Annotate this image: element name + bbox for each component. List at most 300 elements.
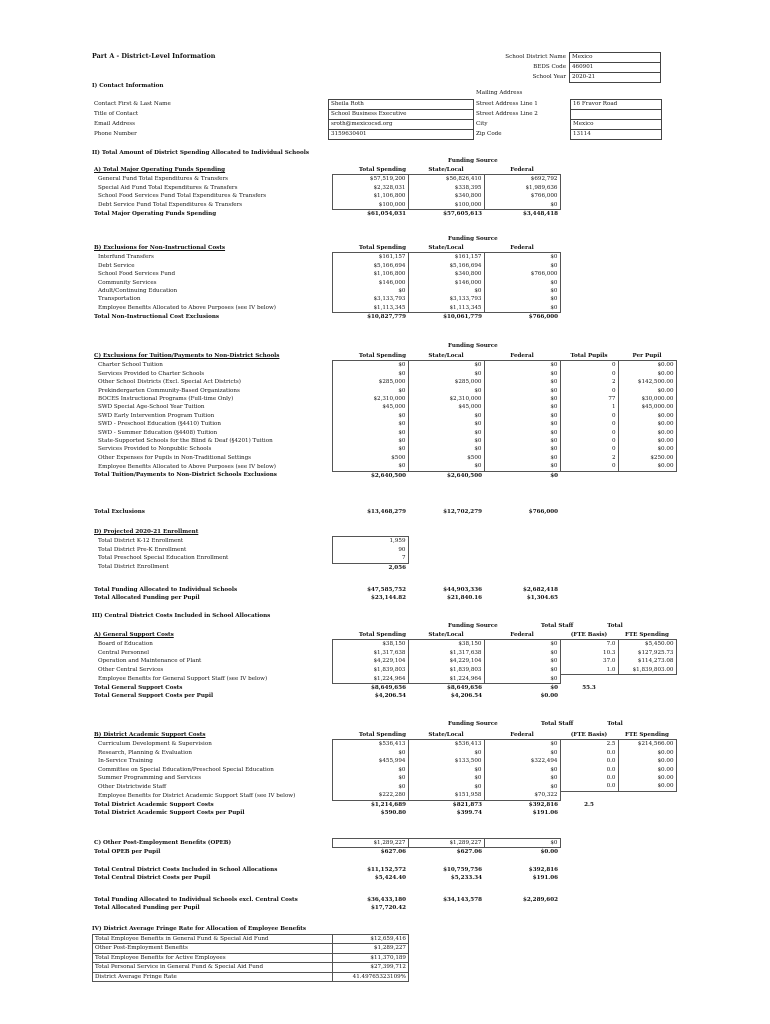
state-local-cell: $0 bbox=[408, 766, 484, 774]
federal-cell: $0 bbox=[484, 666, 560, 675]
col-fte-basis: (FTE Basis) bbox=[570, 632, 608, 638]
total-spending-cell: $2,310,000 bbox=[332, 395, 408, 403]
total-spending-cell: $38,150 bbox=[332, 640, 408, 649]
total-spending-cell: $4,229,104 bbox=[332, 657, 408, 665]
state-local-cell: $0 bbox=[408, 462, 484, 471]
contact-title-label: Title of Contact bbox=[94, 111, 139, 117]
federal-cell: $766,000 bbox=[484, 270, 560, 278]
state-local-cell bbox=[408, 904, 484, 912]
col-total-spending: Total Spending bbox=[358, 245, 406, 251]
federal-cell: $766,000 bbox=[528, 314, 558, 321]
pupils-cell: 0 bbox=[560, 387, 618, 395]
state-local-cell: $38,150 bbox=[408, 640, 484, 649]
per-pupil-row-label: Total OPEB per Pupil bbox=[94, 849, 161, 856]
state-local-cell: $0 bbox=[408, 782, 484, 791]
federal-cell: $70,322 bbox=[484, 791, 560, 800]
col-federal: Federal bbox=[510, 353, 534, 359]
col-state-local: State/Local bbox=[428, 732, 464, 738]
federal-cell: $0 bbox=[484, 361, 560, 370]
fte-spending-cell: $0.00 bbox=[618, 782, 676, 791]
pupils-cell: 0 bbox=[560, 361, 618, 370]
total-spending-cell: $0 bbox=[332, 287, 408, 295]
total-spending-cell: $1,224,964 bbox=[332, 675, 408, 684]
state-local-cell: $1,289,227 bbox=[408, 839, 484, 848]
row-label: Summer Programming and Services bbox=[98, 775, 201, 782]
federal-cell: $0 bbox=[484, 420, 560, 428]
pupils-cell: 0 bbox=[560, 412, 618, 420]
fte-spending-cell: $0.00 bbox=[618, 766, 676, 774]
per-pupil-row-label: Total General Support Costs per Pupil bbox=[94, 693, 214, 700]
total-spending-cell: $0 bbox=[332, 412, 408, 420]
staff-cell bbox=[560, 675, 618, 684]
federal-cell: $0 bbox=[484, 262, 560, 270]
federal-cell: $0 bbox=[484, 675, 560, 684]
federal-cell: $0 bbox=[484, 657, 560, 665]
section-b-title: B) Exclusions for Non-Instructional Costs bbox=[94, 245, 226, 252]
col-federal: Federal bbox=[510, 732, 534, 738]
federal-cell: $0 bbox=[484, 782, 560, 791]
state-local-cell: $3,133,793 bbox=[408, 295, 484, 303]
state-local-cell: $821,873 bbox=[452, 801, 482, 808]
table-tuition-exclusions bbox=[92, 352, 677, 480]
federal-cell: $392,816 bbox=[528, 801, 558, 808]
total-row-label: Total Non-Instructional Cost Exclusions bbox=[94, 314, 220, 320]
row-label: BOCES Instructional Programs (Full-time Only) bbox=[98, 396, 234, 403]
row-label: Total Preschool Special Education Enrollment bbox=[98, 555, 229, 562]
total-spending-cell: $10,827,779 bbox=[367, 314, 406, 321]
state-local-cell: $34,143,578 bbox=[443, 897, 482, 903]
staff-cell: 1.0 bbox=[560, 666, 618, 675]
pupils-cell: 0 bbox=[560, 429, 618, 437]
col-state-local: State/Local bbox=[428, 167, 464, 173]
pupils-cell: 0 bbox=[560, 370, 618, 378]
section3-title: III) Central District Costs Included in School Allocations bbox=[92, 613, 271, 619]
row-label: SWD - Summer Education (§4408) Tuition bbox=[98, 429, 218, 436]
row-label: Interfund Transfers bbox=[98, 254, 154, 261]
beds-code-value: 460901 bbox=[570, 63, 661, 73]
row-label: Other School Districts (Excl. Special Act Districts) bbox=[98, 379, 241, 386]
state-local-cell: $1,839,803 bbox=[408, 666, 484, 675]
row-label: Other Central Services bbox=[98, 666, 164, 673]
total-spending-cell: $5,166,694 bbox=[332, 262, 408, 270]
total-spending-cell: $0 bbox=[332, 361, 408, 370]
total-spending-cell: $13,468,279 bbox=[367, 509, 406, 515]
row-label: Employee Benefits for District Academic Support Staff (see IV below) bbox=[98, 792, 296, 799]
fringe-value-cell: $1,289,227 bbox=[333, 944, 409, 953]
state-local-cell: $0 bbox=[408, 361, 484, 370]
contact-email-value: sroth@mexicocsd.org bbox=[329, 120, 474, 130]
zip-value: 13114 bbox=[571, 130, 662, 140]
table-general-support-costs bbox=[92, 631, 677, 701]
total-spending-cell: $47,585,752 bbox=[367, 587, 406, 593]
row-label: Debt Service Fund Total Expenditures & Transfers bbox=[98, 201, 243, 208]
total-spending-cell: $17,720.42 bbox=[370, 905, 406, 912]
row-label: Charter School Tuition bbox=[98, 362, 163, 369]
total-spending-cell: $0 bbox=[332, 462, 408, 471]
total-spending-cell: $11,152,572 bbox=[367, 867, 406, 873]
enrollment-cell: 1,959 bbox=[332, 537, 408, 546]
federal-cell: $0 bbox=[484, 387, 560, 395]
row-label: Debt Service bbox=[98, 262, 135, 269]
total-spending-cell: $1,317,638 bbox=[332, 649, 408, 657]
total-spending-cell: $590.80 bbox=[380, 810, 406, 817]
federal-cell: $0 bbox=[484, 412, 560, 420]
state-local-cell: $285,000 bbox=[408, 378, 484, 386]
state-local-cell: $57,605,613 bbox=[443, 211, 482, 218]
row-label: Prekindergarten Community-Based Organizations bbox=[98, 387, 240, 394]
total-spending-cell: $0 bbox=[332, 429, 408, 437]
section4-title: IV) District Average Fringe Rate for Allocation of Employee Benefits bbox=[92, 926, 307, 932]
federal-cell: $0 bbox=[484, 429, 560, 437]
total-spending-cell: $23,144.82 bbox=[370, 595, 406, 602]
total-spending-cell: $222,280 bbox=[332, 791, 408, 800]
table-non-instructional-exclusions bbox=[92, 244, 561, 322]
total-spending-cell: $45,000 bbox=[332, 403, 408, 411]
staff-cell: 0.0 bbox=[560, 766, 618, 774]
row-label: SWD Special Age-School Year Tuition bbox=[98, 404, 205, 411]
state-local-cell: $100,000 bbox=[408, 201, 484, 210]
table-excl-central bbox=[92, 896, 560, 913]
federal-cell: $191.06 bbox=[532, 810, 558, 817]
row-label: In-Service Training bbox=[98, 758, 153, 765]
fringe-value-cell: $27,399,712 bbox=[333, 963, 409, 972]
federal-cell: $0 bbox=[484, 774, 560, 782]
federal-cell: $0 bbox=[484, 839, 560, 848]
row-label: Total Personal Service in General Fund & Special Aid Fund bbox=[93, 963, 333, 972]
state-local-cell: $0 bbox=[408, 445, 484, 453]
row-label: Community Services bbox=[98, 279, 157, 286]
total-spending-cell: $1,113,345 bbox=[332, 304, 408, 313]
federal-cell: $0 bbox=[484, 640, 560, 649]
per-pupil-cell: $0.00 bbox=[618, 462, 676, 471]
per-pupil-cell: $0.00 bbox=[618, 361, 676, 370]
row-label: General Fund Total Expenditures & Transfers bbox=[98, 176, 229, 183]
state-local-cell: $133,500 bbox=[408, 757, 484, 765]
federal-cell: $0 bbox=[484, 253, 560, 262]
state-local-cell: $0 bbox=[408, 749, 484, 757]
row-label: Operation and Maintenance of Plant bbox=[98, 658, 202, 665]
state-local-cell: $12,702,279 bbox=[443, 509, 482, 515]
col-total-spending: Total Spending bbox=[358, 353, 406, 359]
row-label: Total Employee Benefits for Active Employees bbox=[93, 953, 333, 962]
row-label: Special Aid Fund Total Expenditures & Transfers bbox=[98, 184, 238, 191]
contact-table bbox=[92, 99, 474, 140]
row-label: Total District Enrollment bbox=[98, 564, 169, 571]
total-spending-cell: $0 bbox=[332, 387, 408, 395]
total-spending-cell: $36,433,180 bbox=[367, 897, 406, 903]
col-total-spending: Total Spending bbox=[358, 632, 406, 638]
federal-cell: $2,289,602 bbox=[522, 897, 558, 903]
table-total-exclusions bbox=[92, 508, 560, 516]
federal-cell: $766,000 bbox=[528, 509, 558, 515]
federal-cell: $0.00 bbox=[540, 849, 558, 856]
fte-spending-cell: $0.00 bbox=[618, 757, 676, 765]
street1-label: Street Address Line 1 bbox=[476, 101, 538, 107]
total-spending-cell: $0 bbox=[332, 749, 408, 757]
contact-phone-label: Phone Number bbox=[94, 131, 137, 137]
state-local-cell: $536,413 bbox=[408, 740, 484, 749]
total-spending-cell: $1,214,689 bbox=[370, 801, 406, 808]
row-label: SWD Early Intervention Program Tuition bbox=[98, 412, 215, 419]
row-label: School Food Services Fund Total Expenditures & Transfers bbox=[98, 193, 267, 200]
federal-cell: $0 bbox=[484, 740, 560, 749]
state-local-cell: $10,759,756 bbox=[443, 867, 482, 873]
state-local-cell: $4,229,104 bbox=[408, 657, 484, 665]
federal-cell: $0.00 bbox=[540, 693, 558, 700]
staff-cell: 0.0 bbox=[560, 774, 618, 782]
fringe-value-cell: $12,659,416 bbox=[333, 935, 409, 944]
state-local-cell: $44,903,336 bbox=[443, 587, 482, 593]
row-label: Total Employee Benefits in General Fund & Special Aid Fund bbox=[93, 935, 333, 944]
col-state-local: State/Local bbox=[428, 632, 464, 638]
contact-email-label: Email Address bbox=[94, 121, 136, 127]
staff-cell: 2.5 bbox=[560, 740, 618, 749]
row-label: School Food Services Fund bbox=[98, 271, 176, 278]
state-local-cell: $1,113,345 bbox=[408, 304, 484, 313]
col-per-pupil: Per Pupil bbox=[632, 353, 662, 359]
federal-cell: $0 bbox=[550, 472, 558, 479]
federal-cell: $0 bbox=[484, 279, 560, 287]
mailing-address-table bbox=[474, 99, 662, 140]
staff-cell: 0.0 bbox=[560, 757, 618, 765]
col-fte-basis: (FTE Basis) bbox=[570, 732, 608, 738]
city-value: Mexico bbox=[571, 120, 662, 130]
col-fte-spending: FTE Spending bbox=[625, 732, 669, 738]
total-spending-cell: $500 bbox=[332, 454, 408, 462]
section-a-title: A) Total Major Operating Funds Spending bbox=[94, 167, 226, 174]
row-label: Transportation bbox=[98, 296, 141, 303]
state-local-cell: $627.06 bbox=[456, 849, 482, 856]
state-local-cell: $2,640,500 bbox=[446, 472, 482, 479]
row-label: District Average Fringe Rate bbox=[93, 972, 333, 981]
fte-spending-cell: $214,566.00 bbox=[618, 740, 676, 749]
state-local-cell: $4,206.54 bbox=[450, 693, 482, 700]
state-local-cell: $0 bbox=[408, 774, 484, 782]
row-label: Other Post-Employment Benefits bbox=[93, 944, 333, 953]
section-3b-title: B) District Academic Support Costs bbox=[94, 732, 206, 739]
total-spending-cell: $2,328,031 bbox=[332, 184, 408, 192]
street1-value: 16 Fravor Road bbox=[571, 100, 662, 110]
federal-cell: $0 bbox=[484, 304, 560, 313]
federal-cell: $191.06 bbox=[532, 875, 558, 882]
per-pupil-cell: $45,000.00 bbox=[618, 403, 676, 411]
federal-cell: $2,682,418 bbox=[522, 587, 558, 593]
state-local-cell: $45,000 bbox=[408, 403, 484, 411]
federal-cell: $0 bbox=[484, 295, 560, 303]
total-spending-cell: $161,157 bbox=[332, 253, 408, 262]
state-local-cell: $0 bbox=[408, 387, 484, 395]
total-spending-cell: $1,106,800 bbox=[332, 270, 408, 278]
federal-cell: $0 bbox=[484, 454, 560, 462]
state-local-cell: $21,840.16 bbox=[446, 595, 482, 602]
col-total-staff-3b: Total Staff bbox=[540, 721, 574, 727]
row-label: Employee Benefits Allocated to Above Purposes (see IV below) bbox=[98, 463, 276, 470]
per-pupil-cell: $0.00 bbox=[618, 437, 676, 445]
federal-cell: $0 bbox=[484, 370, 560, 378]
federal-cell: $3,448,418 bbox=[522, 211, 558, 218]
federal-cell: $1,989,636 bbox=[484, 184, 560, 192]
district-name-label: School District Name bbox=[505, 54, 566, 60]
funding-source-heading-3b: Funding Source bbox=[448, 721, 498, 727]
federal-cell: $392,816 bbox=[528, 867, 558, 873]
staff-cell: 0.0 bbox=[560, 782, 618, 791]
school-year-value: 2020-21 bbox=[570, 73, 661, 83]
fte-spending-cell: $5,450.00 bbox=[618, 640, 676, 649]
state-local-cell: $500 bbox=[408, 454, 484, 462]
contact-name-label: Contact First & Last Name bbox=[94, 101, 171, 107]
total-spending-cell: $1,106,800 bbox=[332, 192, 408, 200]
federal-cell bbox=[484, 904, 560, 912]
col-fte-spending: FTE Spending bbox=[625, 632, 669, 638]
row-label: SWD - Preschool Education (§4410) Tuition bbox=[98, 421, 221, 428]
state-local-cell: $8,649,656 bbox=[446, 684, 482, 691]
federal-cell: $0 bbox=[484, 287, 560, 295]
total-exclusions-label: Total Exclusions bbox=[94, 509, 145, 515]
fte-spending-cell bbox=[618, 791, 676, 800]
federal-cell: $0 bbox=[484, 445, 560, 453]
per-pupil-cell: $0.00 bbox=[618, 445, 676, 453]
federal-cell: $0 bbox=[484, 395, 560, 403]
row-label: Total District Pre-K Enrollment bbox=[98, 546, 187, 553]
total-spending-cell: $0 bbox=[332, 420, 408, 428]
per-pupil-cell: $0.00 bbox=[618, 370, 676, 378]
fte-spending-cell: $114,273.08 bbox=[618, 657, 676, 665]
part-title: Part A - District-Level Information bbox=[92, 52, 216, 60]
pupils-cell: 0 bbox=[560, 445, 618, 453]
row-label: Employee Benefits for General Support Staff (see IV below) bbox=[98, 675, 268, 682]
pupils-cell: 0 bbox=[560, 437, 618, 445]
total-row-label: Total General Support Costs bbox=[94, 684, 183, 691]
total-row-label: Total Tuition/Payments to Non-District Schools Exclusions bbox=[94, 472, 277, 479]
total-spending-cell: $0 bbox=[332, 437, 408, 445]
total-spending-cell: $536,413 bbox=[332, 740, 408, 749]
total-spending-cell: $5,424.40 bbox=[374, 875, 406, 882]
staff-cell: 37.0 bbox=[560, 657, 618, 665]
street2-value bbox=[571, 110, 662, 120]
zip-label: Zip Code bbox=[476, 131, 502, 137]
district-name-value: Mexico bbox=[570, 53, 661, 63]
federal-cell: $692,792 bbox=[484, 175, 560, 184]
enrollment-cell: 7 bbox=[332, 554, 408, 563]
pupils-cell: 1 bbox=[560, 403, 618, 411]
funding-source-heading-3a: Funding Source bbox=[448, 623, 498, 629]
pupils-cell: 0 bbox=[560, 420, 618, 428]
staff-cell bbox=[560, 791, 618, 800]
federal-cell: $1,304.65 bbox=[526, 595, 558, 602]
staff-cell: 7.0 bbox=[560, 640, 618, 649]
row-label: State-Supported Schools for the Blind & Deaf (§4201) Tuition bbox=[98, 438, 273, 445]
fte-spending-cell: $1,839,803.00 bbox=[618, 666, 676, 675]
fte-spending-cell: $127,925.73 bbox=[618, 649, 676, 657]
state-local-cell: $161,157 bbox=[408, 253, 484, 262]
central-per-pupil-label: Total Central District Costs per Pupil bbox=[94, 875, 211, 882]
federal-cell: $0 bbox=[550, 684, 558, 691]
state-local-cell: $340,800 bbox=[408, 192, 484, 200]
total-spending-cell: $100,000 bbox=[332, 201, 408, 210]
state-local-cell: $2,310,000 bbox=[408, 395, 484, 403]
total-spending-cell: $2,640,500 bbox=[370, 472, 406, 479]
pupils-cell: 77 bbox=[560, 395, 618, 403]
total-spending-cell: $0 bbox=[332, 445, 408, 453]
federal-cell: $766,000 bbox=[484, 192, 560, 200]
total-spending-cell: $0 bbox=[332, 766, 408, 774]
section2-title: II) Total Amount of District Spending Allocated to Individual Schools bbox=[92, 150, 309, 156]
excl-central-per-pupil-label: Total Allocated Funding per Pupil bbox=[94, 905, 200, 912]
fte-spending-cell: $0.00 bbox=[618, 749, 676, 757]
school-year-label: School Year bbox=[532, 74, 566, 80]
row-label: Employee Benefits Allocated to Above Purposes (see IV below) bbox=[98, 305, 276, 312]
street2-label: Street Address Line 2 bbox=[476, 111, 538, 117]
federal-cell: $0 bbox=[484, 766, 560, 774]
staff-cell: 2.5 bbox=[584, 801, 594, 808]
funding-source-heading-a: Funding Source bbox=[448, 158, 498, 164]
row-label: Research, Planning & Evaluation bbox=[98, 749, 192, 756]
col-total-3b: Total bbox=[607, 721, 623, 727]
col-total-spending: Total Spending bbox=[358, 732, 406, 738]
per-pupil-cell: $30,000.00 bbox=[618, 395, 676, 403]
per-pupil-cell: $0.00 bbox=[618, 387, 676, 395]
contact-name-value: Sheila Roth bbox=[329, 100, 474, 110]
total-spending-cell: $3,133,793 bbox=[332, 295, 408, 303]
pupils-cell: 2 bbox=[560, 454, 618, 462]
federal-cell: $322,494 bbox=[484, 757, 560, 765]
row-label: Services Provided to Nonpublic Schools bbox=[98, 446, 212, 453]
row-label: Committee on Special Education/Preschool Special Education bbox=[98, 766, 274, 773]
col-total-3a: Total bbox=[607, 623, 623, 629]
total-spending-cell: $0 bbox=[332, 370, 408, 378]
mailing-address-heading: Mailing Address bbox=[476, 90, 523, 96]
section-d-title: D) Projected 2020-21 Enrollment bbox=[94, 529, 199, 536]
fringe-value-cell: 41.49765323109% bbox=[333, 972, 409, 981]
state-local-cell: $1,317,638 bbox=[408, 649, 484, 657]
total-spending-cell: $1,839,803 bbox=[332, 666, 408, 675]
state-local-cell: $146,000 bbox=[408, 279, 484, 287]
section-3c-title: C) Other Post-Employment Benefits (OPEB) bbox=[94, 840, 232, 846]
state-local-cell: $0 bbox=[408, 429, 484, 437]
beds-code-label: BEDS Code bbox=[533, 64, 566, 70]
fte-spending-cell: $0.00 bbox=[618, 774, 676, 782]
row-label: Adult/Continuing Education bbox=[98, 288, 178, 295]
enrollment-cell: 90 bbox=[332, 546, 408, 554]
fte-spending-cell bbox=[618, 675, 676, 684]
total-spending-cell: $8,649,656 bbox=[370, 684, 406, 691]
total-spending-cell: $146,000 bbox=[332, 279, 408, 287]
total-spending-cell: $0 bbox=[332, 774, 408, 782]
table-opeb bbox=[92, 838, 561, 857]
total-spending-cell: $4,206.54 bbox=[374, 693, 406, 700]
federal-cell: $0 bbox=[484, 749, 560, 757]
staff-cell: 10.3 bbox=[560, 649, 618, 657]
col-state-local: State/Local bbox=[428, 245, 464, 251]
federal-cell: $0 bbox=[484, 201, 560, 210]
federal-cell: $0 bbox=[484, 403, 560, 411]
per-pupil-cell: $142,500.00 bbox=[618, 378, 676, 386]
allocated-per-pupil-label: Total Allocated Funding per Pupil bbox=[94, 595, 200, 602]
per-pupil-cell: $0.00 bbox=[618, 412, 676, 420]
state-local-cell: $10,061,779 bbox=[443, 314, 482, 321]
state-local-cell: $0 bbox=[408, 370, 484, 378]
allocated-label: Total Funding Allocated to Individual Schools bbox=[94, 587, 238, 593]
table-projected-enrollment bbox=[92, 528, 409, 572]
staff-cell: 55.3 bbox=[582, 684, 596, 691]
state-local-cell: $0 bbox=[408, 287, 484, 295]
per-pupil-cell: $250.00 bbox=[618, 454, 676, 462]
col-total-staff-3a: Total Staff bbox=[540, 623, 574, 629]
total-spending-cell: $285,000 bbox=[332, 378, 408, 386]
col-total-spending: Total Spending bbox=[358, 167, 406, 173]
section-3a-title: A) General Support Costs bbox=[94, 632, 174, 639]
total-spending-cell: $455,994 bbox=[332, 757, 408, 765]
